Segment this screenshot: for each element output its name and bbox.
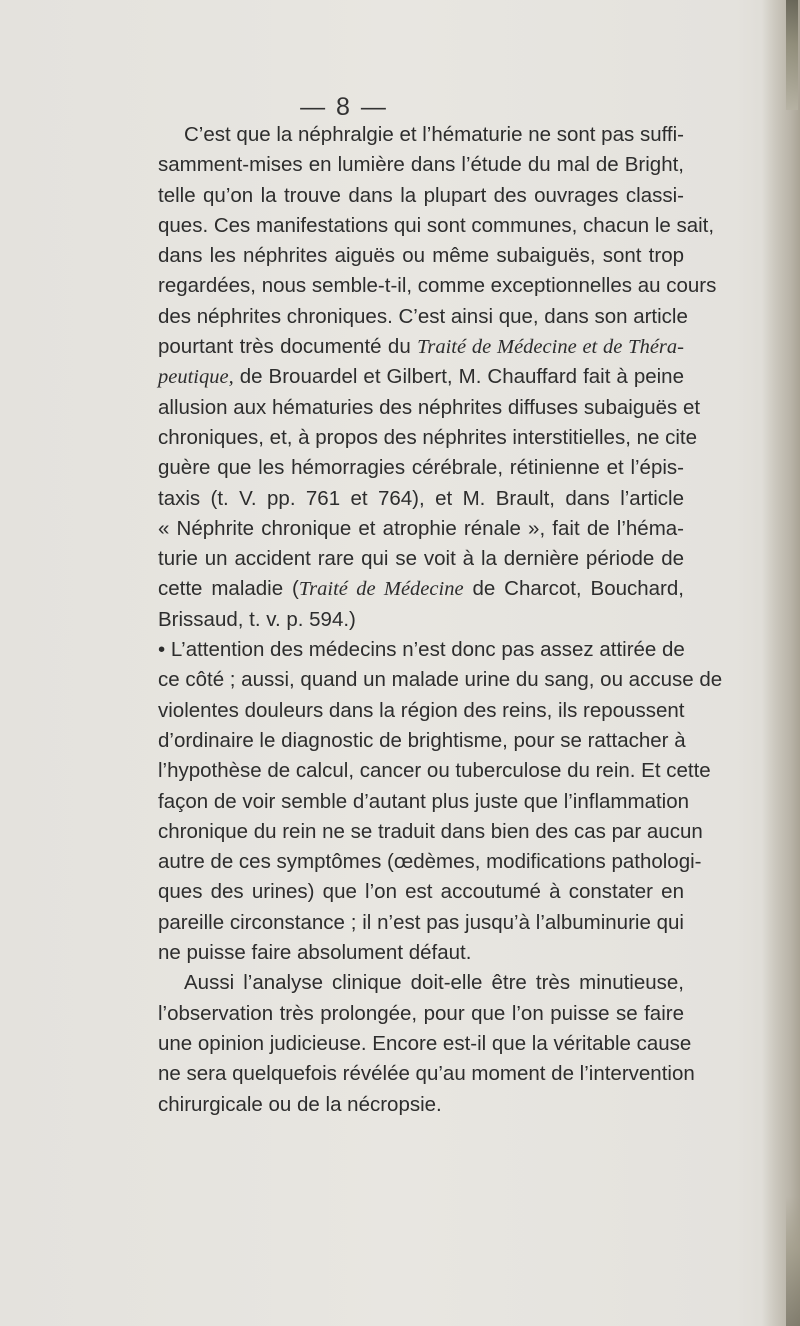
text-span: samment-mises en lumière dans l’étude du mal de Bright, [158,153,684,177]
italic-title-text: Traité de Médecine [298,578,464,601]
text-span: autre de ces symptômes (œdèmes, modifications pathologi- [158,850,702,874]
page-edge-stain-top [786,0,798,110]
text-span: pourtant très documenté du [158,335,418,359]
text-span: telle qu’on la trouve dans la plupart des ouvrages classi- [158,183,684,207]
text-line [158,211,715,241]
text-line [158,696,684,726]
text-span: allusion aux hématuries des néphrites diffuses subaiguës et [158,395,701,419]
text-line [158,423,697,453]
text-span: l’observation très prolongée, pour que l’on puisse se faire [158,1001,684,1025]
italic-title-text: Traité de Médecine et de Théra- [417,336,684,359]
text-line [158,817,703,847]
text-span: chronique du rein ne se traduit dans bien des cas par aucun [158,819,703,843]
text-line [158,908,684,938]
text-span: Aussi l’analyse clinique doit-elle être très minutieuse, [184,971,684,995]
text-span: une opinion judicieuse. Encore est-il que la véritable cause [158,1031,692,1055]
text-span: regardées, nous semble-t-il, comme exceptionnelles au cours [158,274,717,298]
text-span: ques des urines) que l’on est accoutumé à constater en [158,880,684,904]
text-line [158,514,684,544]
text-line [158,241,684,271]
text-span: guère que les hémorragies cérébrale, rétinienne et l’épis- [158,456,684,480]
text-line [158,726,684,756]
text-span: taxis (t. V. pp. 761 et 764), et M. Brault, dans l’article [158,486,684,510]
text-span: C’est que la néphralgie et l’hématurie ne sont pas suffi- [184,123,684,146]
page-edge-shadow [762,0,800,1326]
text-line [158,362,684,392]
text-line [158,877,684,907]
page-edge-stain-bottom [786,1196,800,1326]
text-line [158,484,684,514]
body-text [158,120,723,1120]
text-line [158,756,711,786]
text-span: violentes douleurs dans la région des reins, ils repoussent [158,698,685,722]
text-line [158,635,684,665]
text-line [158,605,684,635]
text-span: des néphrites chroniques. C’est ainsi que, dans son article [158,304,688,328]
text-line [158,1090,684,1120]
text-span: ce côté ; aussi, quand un malade urine du sang, ou accuse de [158,668,723,692]
italic-title-text: peutique, [158,366,234,389]
text-span: chroniques, et, à propos des néphrites interstitielles, ne cite [158,425,697,449]
text-span: d’ordinaire le diagnostic de brightisme, pour se rattacher à [158,728,686,752]
text-line [158,271,717,301]
text-span: dans les néphrites aiguës ou même subaiguës, sont trop [158,244,684,268]
text-line [158,787,690,817]
text-line [158,847,702,877]
text-span: « Néphrite chronique et atrophie rénale », fait de l’héma- [158,516,684,540]
text-line [158,332,684,362]
text-line [158,181,684,211]
text-span: de Brouardel et Gilbert, M. Chauffard fait à peine [233,365,684,389]
text-span: turie un accident rare qui se voit à la dernière période de [158,547,684,571]
text-span: • L’attention des médecins n’est donc pas assez attirée de [158,638,685,662]
text-line [158,150,684,180]
text-span: ques. Ces manifestations qui sont communes, chacun le sait, [158,213,715,237]
text-line [158,574,684,604]
text-line [158,453,684,483]
text-span: ne puisse faire absolument défaut. [158,941,472,965]
text-span: façon de voir semble d’autant plus juste que l’inflammation [158,789,690,813]
text-line [158,544,684,574]
text-line [158,393,701,423]
text-line [158,120,684,150]
text-line [158,302,688,332]
text-span: Brissaud, t. v. p. 594.) [158,607,356,631]
text-line [158,968,684,998]
page-number: — 8 — [300,93,388,121]
text-line [158,1059,695,1089]
text-span: chirurgicale ou de la nécropsie. [158,1092,442,1116]
text-span: pareille circonstance ; il n’est pas jusqu’à l’albuminurie qui [158,910,684,934]
text-line [158,665,723,695]
text-span: cette maladie ( [158,577,299,601]
text-span: de Charcot, Bouchard, [463,577,684,601]
text-span: l’hypothèse de calcul, cancer ou tuberculose du rein. Et cette [158,759,711,783]
text-line [158,999,684,1029]
text-line [158,938,684,968]
text-line [158,1029,692,1059]
text-span: ne sera quelquefois révélée qu’au moment de l’intervention [158,1062,695,1086]
